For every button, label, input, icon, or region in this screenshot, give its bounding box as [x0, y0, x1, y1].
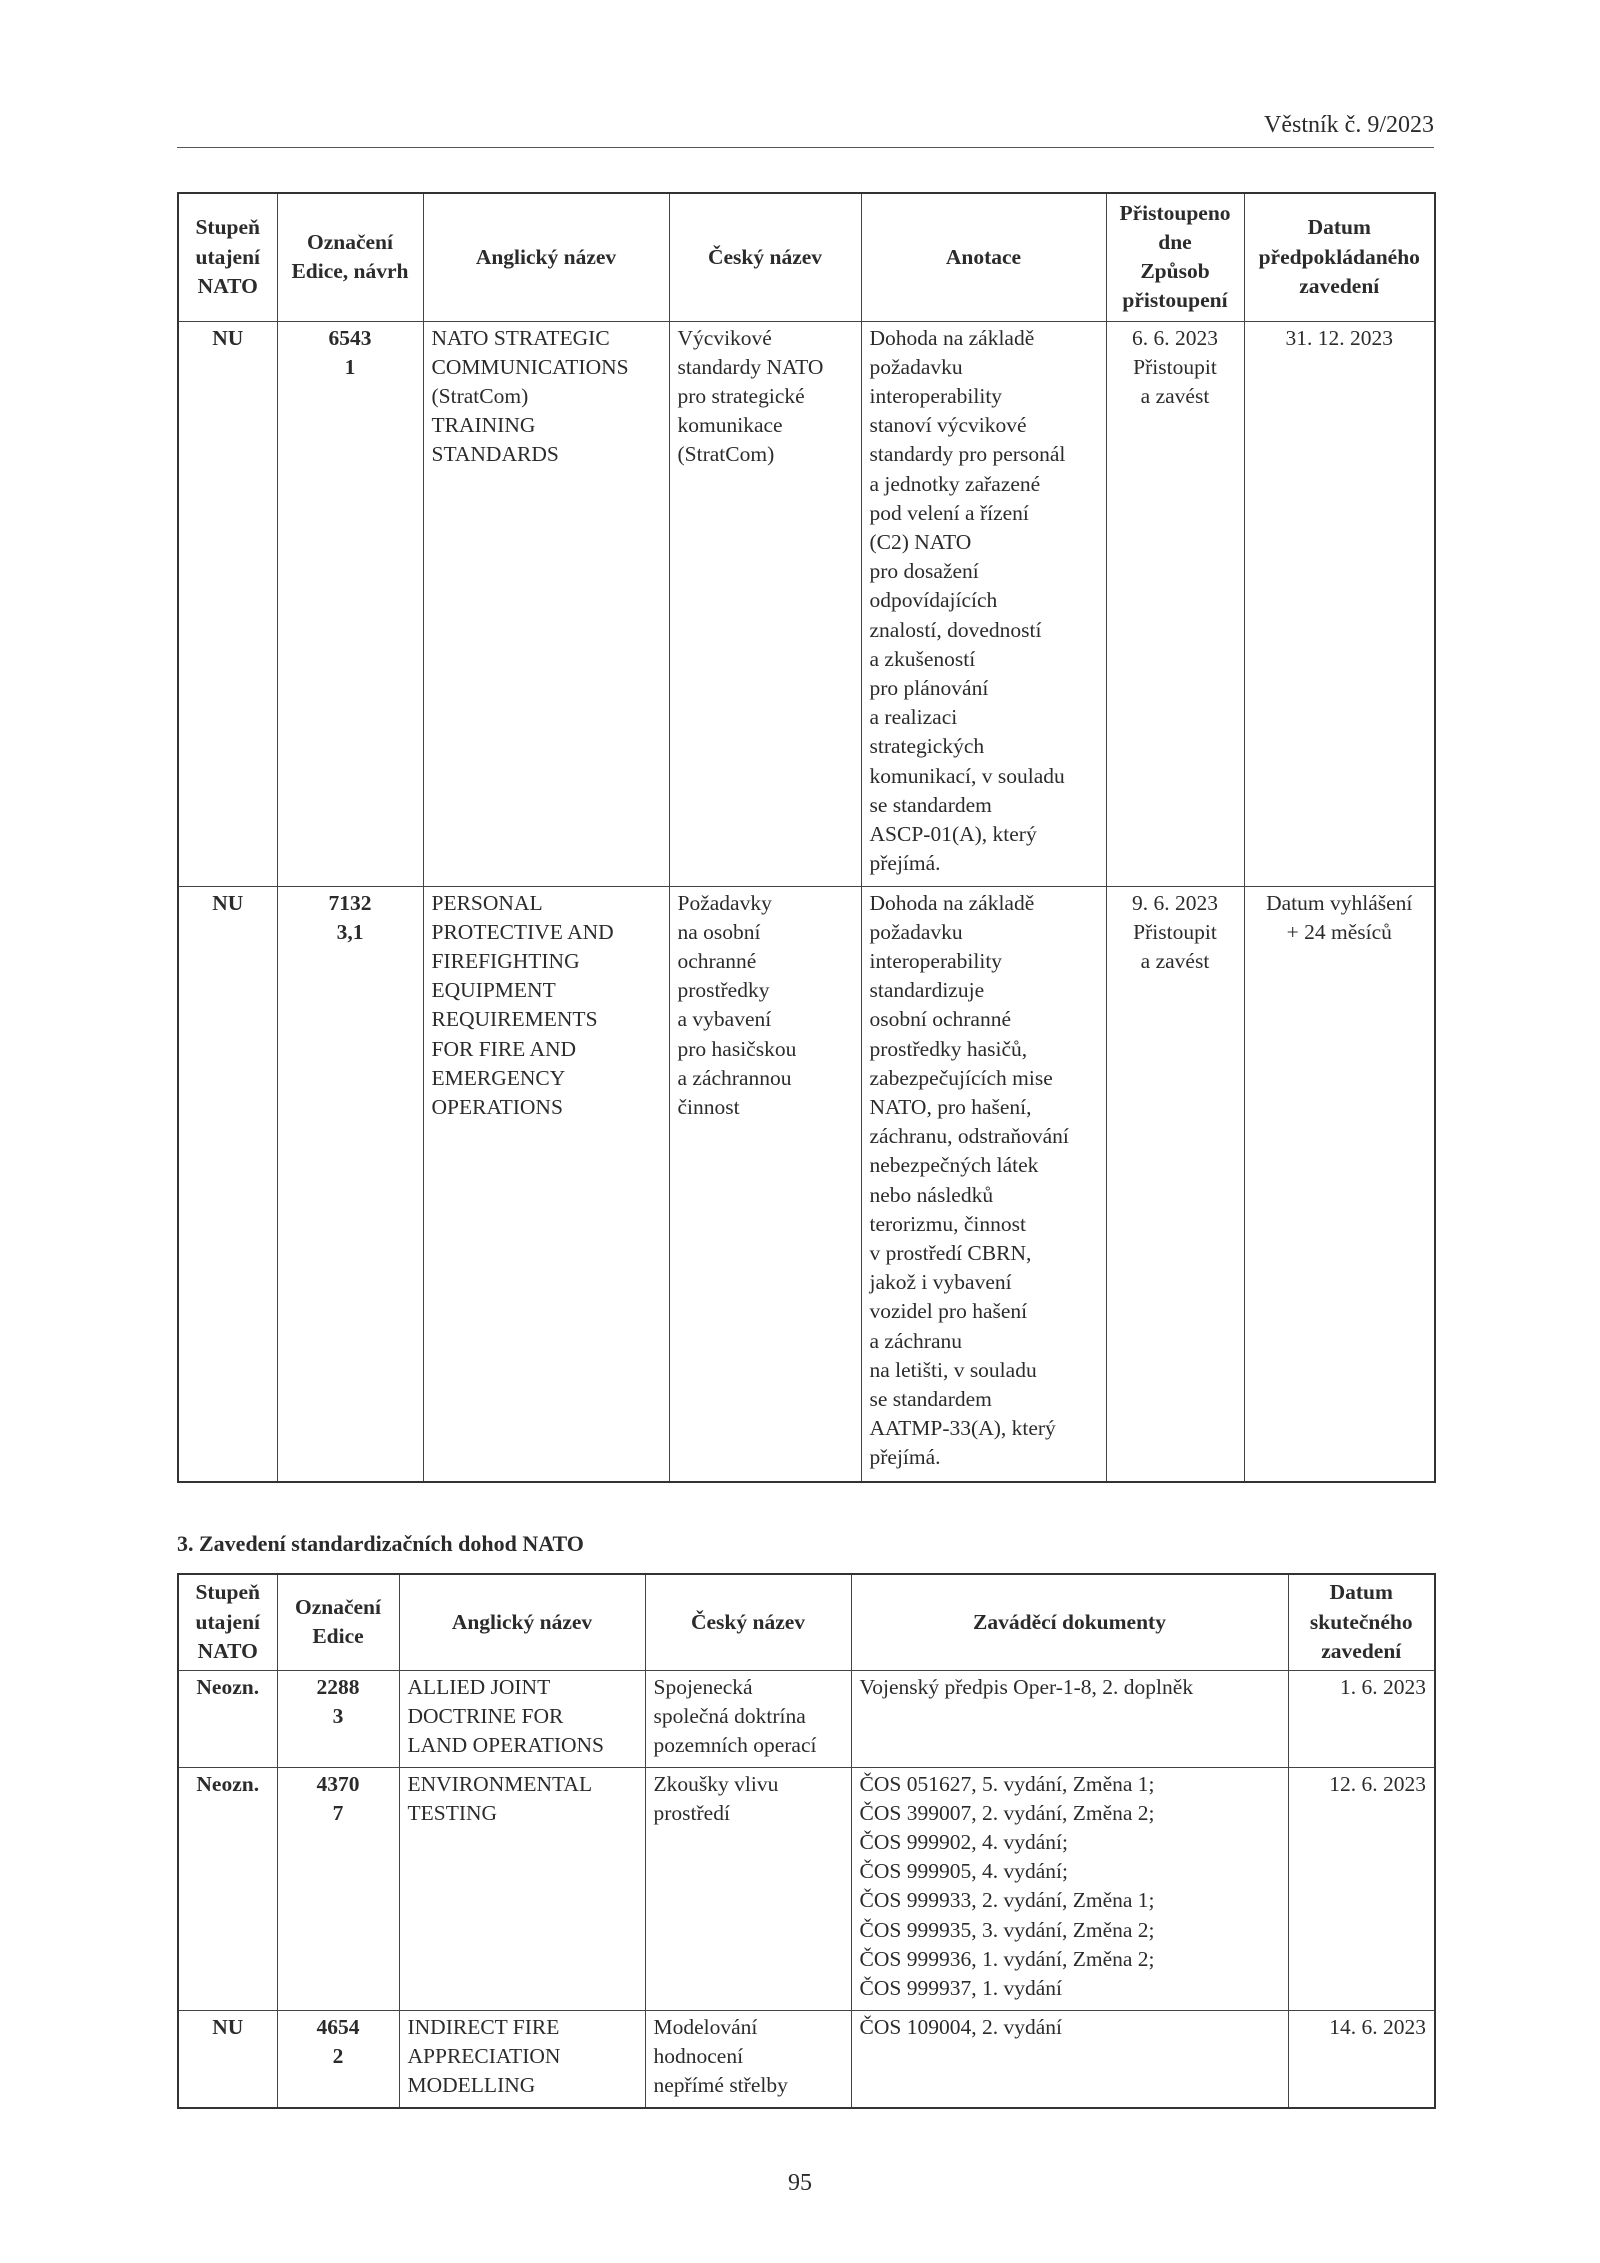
cell-designation: 4370 7: [277, 1767, 399, 2010]
cell-designation: 6543 1: [277, 321, 423, 886]
header-czech-name: Český název: [645, 1574, 851, 1670]
cell-english-name: ALLIED JOINT DOCTRINE FOR LAND OPERATIONS: [399, 1670, 645, 1767]
cell-designation: 2288 3: [277, 1670, 399, 1767]
cell-classification: NU: [178, 886, 277, 1482]
header-annotation: Anotace: [861, 193, 1106, 321]
cell-annotation: Dohoda na základě požadavku interoperability standardizuje osobní ochranné prostředky hasičů, zabezpečujících mise NATO, pro hašení, záchranu, odstraňování nebezpečných látek nebo následků terorizmu, činnost v prostředí CBRN, jakož i vybavení vozidel pro hašení a záchranu na letišti, v souladu se standardem AATMP-33(A), který přejímá.: [861, 886, 1106, 1482]
table-row: [178, 1767, 1435, 2010]
cell-classification: Neozn.: [178, 1767, 277, 2010]
implementation-table: [177, 1573, 1436, 2109]
cell-annotation: Dohoda na základě požadavku interoperability stanoví výcvikové standardy pro personál a jednotky zařazené pod velení a řízení (C2) NATO pro dosažení odpovídajících znalostí, dovedností a zkušeností pro plánování a realizaci strategických komunikací, v souladu se standardem ASCP-01(A), který přejímá.: [861, 321, 1106, 886]
cell-czech-name: Spojenecká společná doktrína pozemních operací: [645, 1670, 851, 1767]
cell-designation: 4654 2: [277, 2010, 399, 2108]
cell-english-name: PERSONAL PROTECTIVE AND FIREFIGHTING EQUIPMENT REQUIREMENTS FOR FIRE AND EMERGENCY OPERATIONS: [423, 886, 669, 1482]
cell-english-name: INDIRECT FIRE APPRECIATION MODELLING: [399, 2010, 645, 2108]
header-czech-name: Český název: [669, 193, 861, 321]
cell-actual-date: 12. 6. 2023: [1288, 1767, 1435, 2010]
header-english-name: Anglický název: [423, 193, 669, 321]
header-classification: Stupeň utajení NATO: [178, 1574, 277, 1670]
header-classification: Stupeň utajení NATO: [178, 193, 277, 321]
cell-designation: 7132 3,1: [277, 886, 423, 1482]
cell-english-name: ENVIRONMENTAL TESTING: [399, 1767, 645, 2010]
cell-actual-date: 1. 6. 2023: [1288, 1670, 1435, 1767]
header-english-name: Anglický název: [399, 1574, 645, 1670]
cell-czech-name: Zkoušky vlivu prostředí: [645, 1767, 851, 2010]
accession-table: [177, 192, 1436, 1483]
cell-planned-date: Datum vyhlášení + 24 měsíců: [1244, 886, 1435, 1482]
cell-documents: ČOS 051627, 5. vydání, Změna 1; ČOS 399007, 2. vydání, Změna 2; ČOS 999902, 4. vydání; ČOS 999905, 4. vydání; ČOS 999933, 2. vydání, Změna 1; ČOS 999935, 3. vydání, Změna 2; ČOS 999936, 1. vydání, Změna 2; ČOS 999937, 1. vydání: [851, 1767, 1288, 2010]
cell-czech-name: Výcvikové standardy NATO pro strategické komunikace (StratCom): [669, 321, 861, 886]
cell-czech-name: Modelování hodnocení nepřímé střelby: [645, 2010, 851, 2108]
cell-planned-date: 31. 12. 2023: [1244, 321, 1435, 886]
header-accession: Přistoupeno dne Způsob přistoupení: [1106, 193, 1244, 321]
table-row: [178, 886, 1435, 1482]
cell-accession: 9. 6. 2023 Přistoupit a zavést: [1106, 886, 1244, 1482]
table-row: [178, 2010, 1435, 2108]
cell-accession: 6. 6. 2023 Přistoupit a zavést: [1106, 321, 1244, 886]
header-planned-date: Datum předpokládaného zavedení: [1244, 193, 1435, 321]
cell-classification: NU: [178, 2010, 277, 2108]
header-documents: Zaváděcí dokumenty: [851, 1574, 1288, 1670]
header-actual-date: Datum skutečného zavedení: [1288, 1574, 1435, 1670]
header-designation: Označení Edice, návrh: [277, 193, 423, 321]
table-row: [178, 321, 1435, 886]
cell-czech-name: Požadavky na osobní ochranné prostředky a vybavení pro hasičskou a záchrannou činnost: [669, 886, 861, 1482]
cell-english-name: NATO STRATEGIC COMMUNICATIONS (StratCom) TRAINING STANDARDS: [423, 321, 669, 886]
header-designation: Označení Edice: [277, 1574, 399, 1670]
running-header: Věstník č. 9/2023: [177, 112, 1434, 148]
cell-classification: NU: [178, 321, 277, 886]
cell-documents: Vojenský předpis Oper-1-8, 2. doplněk: [851, 1670, 1288, 1767]
cell-actual-date: 14. 6. 2023: [1288, 2010, 1435, 2108]
page-number: 95: [788, 2170, 812, 2196]
section-title: 3. Zavedení standardizačních dohod NATO: [177, 1531, 584, 1556]
cell-documents: ČOS 109004, 2. vydání: [851, 2010, 1288, 2108]
cell-classification: Neozn.: [178, 1670, 277, 1767]
table-row: [178, 1670, 1435, 1767]
